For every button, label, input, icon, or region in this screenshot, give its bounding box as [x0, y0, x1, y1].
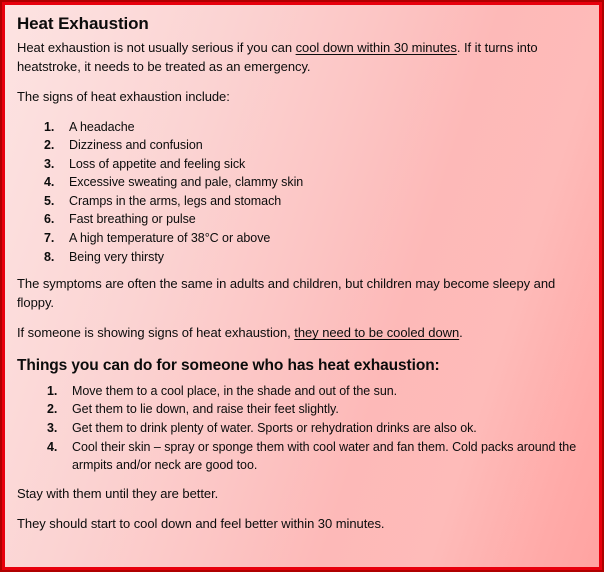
list-item — [17, 210, 589, 229]
intro-text-after: . If it turns into heatstroke, it needs to be treated as an emergency. — [17, 40, 538, 74]
stay-with-them-paragraph: Stay with them until they are better. — [17, 485, 219, 501]
list-item-number: 5. — [44, 193, 55, 208]
list-item — [17, 248, 589, 267]
list-item — [17, 155, 589, 174]
page-title: Heat Exhaustion — [17, 14, 149, 33]
list-item — [17, 229, 589, 248]
showing-signs-paragraph — [17, 324, 589, 343]
list-item-number: 2. — [44, 138, 55, 153]
showing-text-before: If someone is showing signs of heat exhaustion, — [17, 325, 295, 341]
bottom-spacer — [17, 546, 589, 548]
signs-list — [17, 118, 589, 267]
list-item-label: Being very thirsty — [69, 249, 164, 264]
list-item-number: 6. — [44, 212, 55, 227]
list-item-label: Excessive sweating and pale, clammy skin — [69, 175, 304, 190]
showing-text-after: . — [459, 325, 463, 341]
list-item-number: 3. — [47, 420, 58, 435]
cooled-down-link[interactable]: they need to be cooled down — [294, 325, 460, 341]
list-item-label: Loss of appetite and feeling sick — [69, 156, 246, 171]
list-item-number: 4. — [44, 175, 55, 190]
actions-list — [17, 382, 589, 475]
poster-content — [5, 5, 599, 567]
list-item-number: 3. — [44, 156, 55, 171]
list-item-number: 2. — [47, 402, 58, 417]
intro-paragraph — [17, 39, 589, 76]
list-item — [17, 438, 589, 475]
list-item — [17, 382, 589, 401]
list-item — [17, 400, 589, 419]
list-item-label: Cool their skin – spray or sponge them with cool water and fan them. Cold packs around the armpits and/or neck are good too. — [72, 439, 577, 473]
recovery-paragraph: They should start to cool down and feel better within 30 minutes. — [17, 516, 385, 532]
list-item-label: A high temperature of 38°C or above — [69, 231, 271, 246]
signs-lead-in: The signs of heat exhaustion include: — [17, 89, 230, 104]
list-item — [17, 173, 589, 192]
list-item-number: 1. — [47, 383, 58, 398]
list-item-number: 8. — [44, 249, 55, 264]
list-item — [17, 136, 589, 155]
poster-inner-border — [2, 2, 602, 570]
list-item-label: Cramps in the arms, legs and stomach — [69, 193, 282, 208]
list-item — [17, 419, 589, 438]
list-item-label: Fast breathing or pulse — [69, 212, 196, 227]
symptoms-note-paragraph: The symptoms are often the same in adults and children, but children may become sleepy and floppy. — [17, 276, 556, 310]
cool-down-link[interactable]: cool down within 30 minutes — [295, 40, 457, 55]
list-item — [17, 192, 589, 211]
list-item-number: 7. — [44, 231, 55, 246]
list-item-label: Get them to drink plenty of water. Sports or rehydration drinks are also ok. — [72, 420, 477, 435]
list-item-number: 1. — [44, 119, 55, 134]
actions-heading: Things you can do for someone who has heat exhaustion: — [17, 356, 440, 374]
list-item-number: 4. — [47, 439, 58, 454]
list-item-label: Dizziness and confusion — [69, 138, 203, 153]
list-item-label: Move them to a cool place, in the shade and out of the sun. — [72, 383, 398, 398]
list-item — [17, 118, 589, 137]
intro-text-before: Heat exhaustion is not usually serious if you can — [17, 40, 296, 55]
list-item-label: Get them to lie down, and raise their feet slightly. — [72, 402, 339, 417]
list-item-label: A headache — [69, 119, 135, 134]
